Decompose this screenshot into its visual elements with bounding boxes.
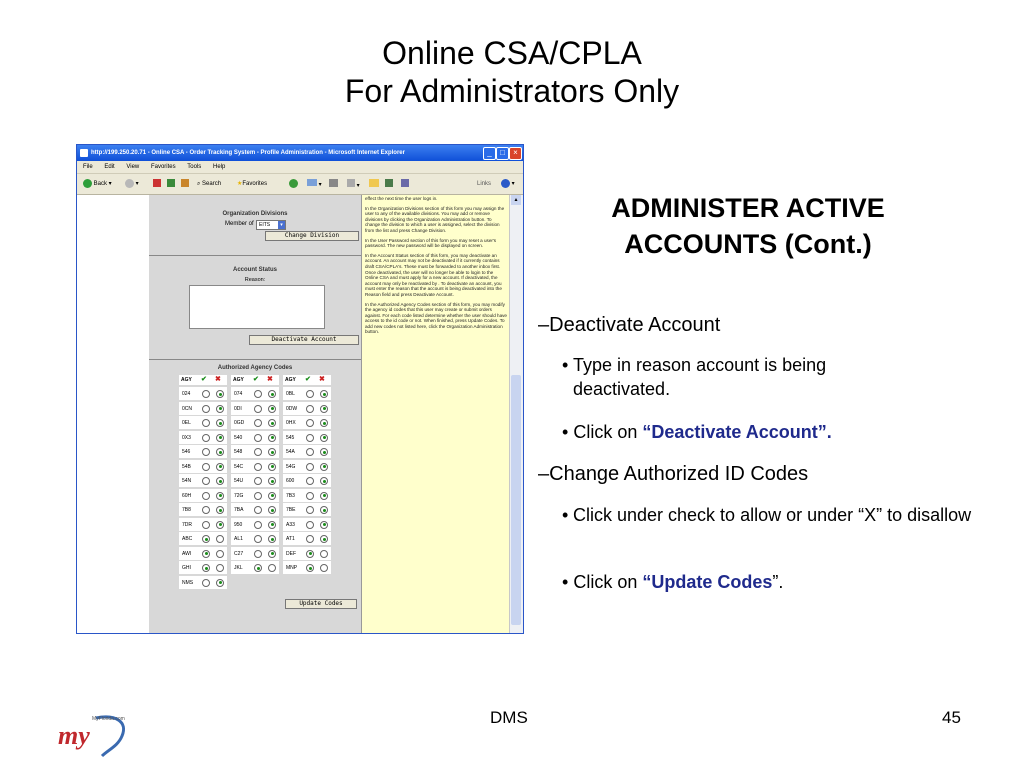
allow-radio[interactable]	[254, 463, 262, 471]
agency-code: 7DR	[182, 521, 193, 528]
help-panel	[361, 195, 510, 633]
agency-code: 545	[286, 434, 295, 441]
bullet-text: Type in reason account is being deactivated.	[573, 355, 827, 399]
maximize-icon[interactable]: □	[496, 147, 509, 160]
stop-icon[interactable]	[153, 179, 161, 189]
agency-code: DEF	[286, 550, 296, 557]
browser-titlebar	[77, 145, 523, 161]
agency-code: AL1	[234, 536, 243, 542]
search-label: Search	[202, 181, 222, 187]
allow-radio[interactable]	[254, 535, 262, 543]
agency-code: 0CN	[182, 405, 193, 412]
disallow-radio[interactable]	[268, 550, 276, 558]
allow-radio[interactable]	[254, 521, 262, 529]
favorites-button[interactable]	[237, 179, 267, 189]
bullet-prefix: Click on	[573, 422, 643, 442]
forward-button[interactable]: ▾	[125, 179, 139, 189]
agency-code-cell	[231, 518, 279, 531]
agency-code-cell	[231, 547, 279, 560]
agency-code-cell	[179, 576, 227, 589]
bullet-dot: •	[562, 505, 569, 525]
forward-arrow-icon	[125, 179, 134, 188]
agency-code-cell	[231, 416, 279, 429]
agency-code: A33	[286, 521, 295, 528]
agy-header: AGY	[285, 377, 296, 383]
disallow-radio[interactable]	[320, 405, 328, 413]
search-button[interactable]: ⌕ Search	[197, 181, 222, 187]
back-arrow-icon	[83, 179, 92, 188]
logo-small-text: MyFlorida.com	[92, 716, 125, 722]
agency-code: ABC	[182, 536, 193, 542]
logo-text: my	[58, 721, 90, 750]
agy-header: AGY	[233, 377, 244, 383]
browser-title: http://199.250.20.71 - Online CSA - Order Tracking System - Profile Administration - Microsoft Internet Explorer	[91, 150, 405, 156]
menu-edit[interactable]: Edit	[104, 164, 115, 170]
browser-window	[76, 144, 524, 634]
disallow-radio[interactable]	[216, 448, 224, 456]
help-org-divisions: In the Organization Divisions section of this form you may assign the user to any of the available divisions. You may add or remove divisions by clicking the Organization Administration button. To change the division to which a user is assigned, select the division from the list and press Change Division.	[365, 205, 505, 233]
agency-code: 074	[234, 391, 243, 397]
allow-radio[interactable]	[202, 521, 210, 529]
disallow-radio[interactable]	[268, 448, 276, 456]
agency-code: AWI	[182, 550, 192, 557]
logo-graphic	[56, 712, 146, 760]
agency-codes-title: Authorized Agency Codes	[217, 365, 293, 371]
allow-radio[interactable]	[306, 405, 314, 413]
agency-code: 548	[234, 449, 243, 455]
allow-radio[interactable]	[306, 521, 314, 529]
agency-code-cell	[283, 402, 331, 415]
agency-code: 0BL	[286, 391, 295, 397]
agency-code-cell	[231, 561, 279, 574]
agency-code: 54B	[182, 463, 191, 470]
check-icon: ✔	[201, 376, 207, 383]
update-codes-button[interactable]: Update Codes	[285, 599, 357, 609]
ie-menu-icon[interactable]: ▾	[501, 179, 515, 189]
agency-code-cell	[179, 503, 227, 516]
codes-header	[283, 375, 331, 385]
agency-code: JKL	[234, 565, 243, 571]
deactivate-account-button[interactable]: Deactivate Account	[249, 335, 359, 345]
folder-icon[interactable]	[369, 179, 379, 189]
disallow-radio[interactable]	[320, 564, 328, 572]
allow-radio[interactable]	[202, 434, 210, 442]
allow-radio[interactable]	[306, 564, 314, 572]
x-icon: ✖	[319, 376, 325, 383]
agency-code-cell	[283, 431, 331, 444]
tools-icon[interactable]	[401, 179, 409, 189]
disallow-radio[interactable]	[216, 521, 224, 529]
agency-code: 0HX	[286, 420, 296, 426]
disallow-radio[interactable]	[320, 463, 328, 471]
links-label[interactable]: Links	[477, 181, 492, 187]
org-divisions-title: Organization Divisions	[222, 211, 288, 217]
disallow-radio[interactable]	[216, 390, 224, 398]
allow-radio[interactable]	[306, 506, 314, 514]
agency-code: AT1	[286, 536, 295, 542]
agency-code-cell	[179, 445, 227, 458]
left-margin	[77, 195, 149, 633]
print-icon[interactable]	[329, 179, 338, 189]
heading-line1: ADMINISTER ACTIVE	[611, 193, 885, 223]
allow-radio[interactable]	[306, 390, 314, 398]
disallow-radio[interactable]	[268, 535, 276, 543]
allow-radio[interactable]	[202, 579, 210, 587]
allow-radio[interactable]	[202, 448, 210, 456]
agency-code: 0GD	[234, 420, 245, 426]
disallow-radio[interactable]	[216, 579, 224, 587]
agency-code: 7B3	[286, 492, 295, 499]
agency-code: 0EL	[182, 420, 191, 426]
disallow-radio[interactable]	[268, 506, 276, 514]
allow-radio[interactable]	[254, 448, 262, 456]
menu-view[interactable]: View	[126, 164, 140, 170]
help-account-status: In the Account Status section of this form, you may deactivate an account. An account may not be deactivated if it currently contains draft CSA/CPLA's. These must be forwarded to another inbox first. Once deactivated, the user will no longer be able to login to the Online CSA and must apply for a new account. If deactivated, the account may only be reactivated by . To deactivate an account, you must enter the reason that the account is being deactivated into the Reason field and press Deactivate Account.	[365, 252, 502, 297]
agency-code-cell	[179, 561, 227, 574]
menu-favorites[interactable]: Favorites	[150, 164, 176, 170]
disallow-radio[interactable]	[216, 550, 224, 558]
agency-code-cell	[231, 474, 279, 487]
agency-code: 7BE	[286, 507, 296, 513]
divider	[149, 255, 361, 256]
allow-radio[interactable]	[254, 506, 262, 514]
agency-code-cell	[231, 387, 279, 400]
agency-code-cell	[283, 387, 331, 400]
footer-center: DMS	[490, 708, 528, 727]
check-icon: ✔	[305, 376, 311, 383]
allow-radio[interactable]	[306, 419, 314, 427]
disallow-radio[interactable]	[268, 463, 276, 471]
allow-radio[interactable]	[254, 564, 262, 572]
allow-radio[interactable]	[202, 405, 210, 413]
allow-radio[interactable]	[202, 492, 210, 500]
allow-radio[interactable]	[202, 550, 210, 558]
edit-icon[interactable]: ▾	[347, 179, 360, 189]
disallow-radio[interactable]	[216, 477, 224, 485]
allow-radio[interactable]	[202, 390, 210, 398]
agency-code: 54A	[286, 449, 295, 455]
agency-code-cell	[231, 503, 279, 516]
bullet-highlight: “Deactivate Account”.	[642, 422, 832, 442]
messenger-icon[interactable]	[385, 179, 393, 189]
disallow-radio[interactable]	[320, 390, 328, 398]
allow-radio[interactable]	[254, 405, 262, 413]
agency-code-cell	[179, 518, 227, 531]
menu-help[interactable]: Help	[212, 164, 226, 170]
disallow-radio[interactable]	[320, 506, 328, 514]
page-number: 45	[942, 708, 961, 727]
agency-code: 600	[286, 478, 295, 484]
empty-cell	[231, 576, 279, 589]
agency-code-cell	[283, 474, 331, 487]
codes-header	[231, 375, 279, 385]
agency-code: 7B8	[182, 507, 191, 513]
back-label: Back	[93, 181, 108, 188]
disallow-radio[interactable]	[268, 419, 276, 427]
agency-code: 0DI	[234, 405, 242, 412]
codes-header	[179, 375, 227, 385]
disallow-radio[interactable]	[320, 550, 328, 558]
disallow-radio[interactable]	[268, 492, 276, 500]
menu-tools[interactable]: Tools	[187, 164, 202, 170]
agency-code-cell	[283, 518, 331, 531]
disallow-radio[interactable]	[216, 419, 224, 427]
refresh-icon[interactable]	[167, 179, 175, 189]
member-of-label: Member of	[225, 221, 254, 227]
dash-change-codes: –Change Authorized ID Codes	[538, 463, 809, 485]
member-of-select[interactable]	[256, 220, 286, 230]
agency-code-cell	[283, 460, 331, 473]
home-icon[interactable]	[181, 179, 189, 189]
disallow-radio[interactable]	[216, 434, 224, 442]
agency-code-cell	[179, 489, 227, 502]
bullet-click-deactivate	[562, 420, 922, 444]
bullet-text: Click under check to allow or under “X” to disallow	[573, 505, 972, 525]
agency-code-cell	[283, 532, 331, 545]
disallow-radio[interactable]	[268, 477, 276, 485]
agency-code: 546	[182, 449, 191, 455]
agency-code: 024	[182, 391, 191, 397]
agency-code-cell	[283, 503, 331, 516]
disallow-radio[interactable]	[320, 434, 328, 442]
help-user-password: In the User Password section of this form you may reset a user's password. The new password will be displayed on screen.	[365, 237, 497, 249]
help-top-note: effect the next time the user logs in.	[365, 196, 438, 201]
browser-menubar	[77, 161, 523, 174]
star-icon: ★	[237, 181, 243, 187]
profile-form	[149, 195, 361, 633]
agency-code-cell	[283, 547, 331, 560]
slide-title-line2: For Administrators Only	[344, 73, 680, 109]
chevron-down-icon: ▾	[278, 221, 285, 229]
agency-code-cell	[179, 416, 227, 429]
agency-code: 0DW	[286, 405, 298, 412]
dash-deactivate-account: –Deactivate Account	[538, 314, 721, 336]
favorites-label: Favorites	[242, 181, 268, 187]
slide-title-line1: Online CSA/CPLA	[382, 35, 642, 71]
disallow-radio[interactable]	[216, 463, 224, 471]
back-button[interactable]: Back ▾	[83, 179, 112, 189]
reason-textarea[interactable]	[189, 285, 325, 329]
disallow-radio[interactable]	[320, 535, 328, 543]
agency-code-cell	[179, 474, 227, 487]
agency-codes-table	[179, 375, 333, 590]
agency-code-cell	[179, 532, 227, 545]
disallow-radio[interactable]	[320, 477, 328, 485]
agy-header: AGY	[181, 377, 192, 383]
agency-code-cell	[231, 489, 279, 502]
agency-code: 0X3	[182, 434, 191, 441]
bullet-dot: •	[562, 355, 569, 375]
bullet-click-under-check	[562, 503, 982, 527]
agency-code-cell	[231, 402, 279, 415]
agency-code-cell	[283, 489, 331, 502]
allow-radio[interactable]	[254, 419, 262, 427]
bullet-type-reason	[562, 353, 902, 401]
browser-toolbar	[77, 174, 523, 195]
disallow-radio[interactable]	[216, 564, 224, 572]
agency-code: 72G	[234, 492, 244, 499]
account-status-title: Account Status	[232, 267, 277, 273]
agency-code: 54C	[234, 463, 244, 470]
allow-radio[interactable]	[254, 477, 262, 485]
disallow-radio[interactable]	[268, 390, 276, 398]
agency-code-cell	[231, 431, 279, 444]
allow-radio[interactable]	[306, 535, 314, 543]
agency-code: C27	[234, 550, 244, 557]
x-icon: ✖	[267, 376, 273, 383]
allow-radio[interactable]	[202, 564, 210, 572]
close-icon[interactable]: ×	[509, 147, 522, 160]
menu-file[interactable]: File	[83, 164, 93, 170]
bullet-click-update	[562, 570, 922, 594]
help-agency-codes: In the Authorized Agency Codes section of this form, you may modify the agency id codes that this user may create or submit orders against. For each code listed determine whether the user should have access to the id code or not. When finished, press Update Codes. To add new codes not listed here, click the Organization Administration button.	[365, 301, 507, 335]
allow-radio[interactable]	[254, 550, 262, 558]
allow-radio[interactable]	[306, 434, 314, 442]
agency-code: NMS	[182, 579, 194, 586]
agency-code-cell	[179, 402, 227, 415]
change-division-button[interactable]: Change Division	[265, 231, 359, 241]
agency-code: 7BA	[234, 507, 244, 513]
bullet-dot: •	[562, 572, 569, 592]
bullet-prefix: Click on	[573, 572, 643, 592]
allow-radio[interactable]	[202, 477, 210, 485]
disallow-radio[interactable]	[320, 492, 328, 500]
page-content	[77, 195, 523, 633]
allow-radio[interactable]	[306, 463, 314, 471]
allow-radio[interactable]	[254, 492, 262, 500]
agency-code: GHI	[182, 565, 191, 571]
allow-radio[interactable]	[202, 463, 210, 471]
section-heading	[548, 190, 948, 262]
allow-radio[interactable]	[202, 419, 210, 427]
x-icon: ✖	[215, 376, 221, 383]
agency-code-cell	[179, 387, 227, 400]
agency-code: 60H	[182, 492, 192, 499]
history-icon[interactable]	[289, 179, 298, 189]
bullet-highlight: “Update Codes	[642, 572, 773, 592]
allow-radio[interactable]	[202, 506, 210, 514]
allow-radio[interactable]	[254, 390, 262, 398]
slide-title	[0, 34, 1024, 110]
bullet-dot: •	[562, 422, 569, 442]
disallow-radio[interactable]	[320, 448, 328, 456]
check-icon: ✔	[253, 376, 259, 383]
agency-code: 540	[234, 434, 243, 441]
allow-radio[interactable]	[306, 448, 314, 456]
agency-code-cell	[179, 547, 227, 560]
disallow-radio[interactable]	[268, 521, 276, 529]
agency-code-cell	[283, 445, 331, 458]
agency-code-cell	[179, 431, 227, 444]
agency-code-cell	[179, 460, 227, 473]
agency-code: MNP	[286, 565, 298, 571]
reason-label: Reason:	[244, 277, 266, 283]
disallow-radio[interactable]	[268, 405, 276, 413]
empty-cell	[283, 576, 331, 589]
agency-code: 54N	[182, 478, 192, 484]
agency-code-cell	[231, 532, 279, 545]
agency-code-cell	[283, 416, 331, 429]
disallow-radio[interactable]	[320, 419, 328, 427]
mail-icon[interactable]: ▾	[307, 179, 322, 189]
scroll-up-icon[interactable]: ▴	[511, 195, 521, 205]
allow-radio[interactable]	[202, 535, 210, 543]
bullet-suffix: ”.	[772, 572, 784, 592]
disallow-radio[interactable]	[268, 564, 276, 572]
vertical-scrollbar[interactable]	[509, 195, 523, 633]
divider	[149, 359, 361, 360]
myflorida-logo	[56, 712, 146, 760]
allow-radio[interactable]	[254, 434, 262, 442]
agency-code: 54U	[234, 478, 244, 484]
disallow-radio[interactable]	[268, 434, 276, 442]
allow-radio[interactable]	[306, 477, 314, 485]
member-of-value: EITS	[259, 222, 271, 228]
disallow-radio[interactable]	[216, 492, 224, 500]
ie-icon	[80, 149, 88, 157]
agency-code-cell	[231, 460, 279, 473]
agency-code: 54G	[286, 463, 296, 470]
disallow-radio[interactable]	[216, 405, 224, 413]
scroll-thumb[interactable]	[511, 375, 521, 625]
disallow-radio[interactable]	[216, 535, 224, 543]
minimize-icon[interactable]: _	[483, 147, 496, 160]
heading-line2: ACCOUNTS (Cont.)	[624, 229, 872, 259]
agency-code-cell	[231, 445, 279, 458]
disallow-radio[interactable]	[216, 506, 224, 514]
agency-code: 950	[234, 521, 243, 528]
disallow-radio[interactable]	[320, 521, 328, 529]
allow-radio[interactable]	[306, 550, 314, 558]
allow-radio[interactable]	[306, 492, 314, 500]
agency-code-cell	[283, 561, 331, 574]
